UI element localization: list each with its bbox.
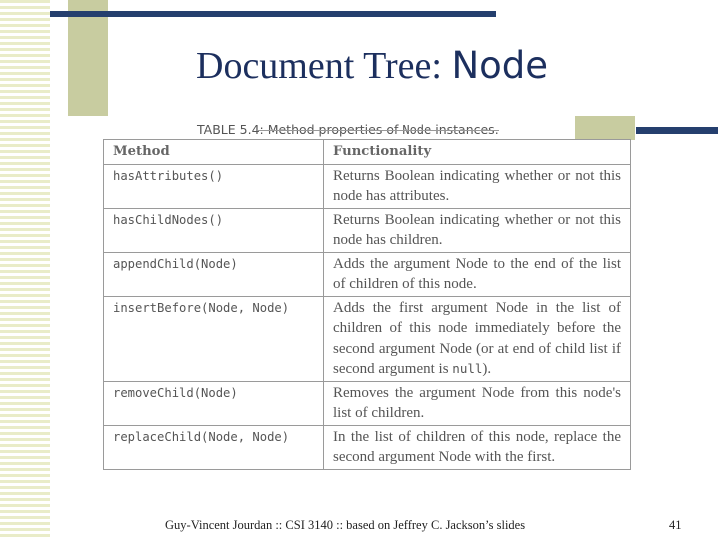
table-header-row [104, 140, 631, 165]
decorative-olive-block [68, 0, 108, 116]
methods-table [103, 139, 631, 470]
caption-strike-line [257, 130, 499, 131]
caption-number: 4 [251, 122, 260, 137]
table-row [104, 381, 631, 425]
column-header-functionality: Functionality [324, 140, 631, 165]
footer-credit: Guy-Vincent Jourdan :: CSI 3140 :: based on Jeffrey C. Jackson’s slides [165, 518, 526, 532]
table-row [104, 296, 631, 381]
method-cell: hasChildNodes() [104, 208, 324, 252]
functionality-cell: Removes the argument Node from this node's list of children. [324, 381, 631, 425]
method-cell: replaceChild(Node, Node) [104, 425, 324, 469]
functionality-code: null [452, 361, 483, 376]
functionality-cell: Returns Boolean indicating whether or not this node has attributes. [324, 164, 631, 208]
slide-title-code: Node [451, 44, 549, 87]
decorative-stripe-band [0, 0, 50, 540]
caption-text-before: : Method properties of [259, 122, 403, 137]
caption-prefix: TABLE 5. [197, 122, 252, 137]
method-cell: appendChild(Node) [104, 252, 324, 296]
table-caption [197, 122, 499, 137]
table-row [104, 164, 631, 208]
slide-title-text: Document Tree: [196, 45, 452, 87]
decorative-olive-accent [575, 116, 635, 140]
functionality-cell: In the list of children of this node, replace the second argument Node with the first. [324, 425, 631, 469]
table-row [104, 425, 631, 469]
functionality-text: Adds the first argument Node in the list of children of this node immediately before the second argument Node (or at end of child list if second argument is [333, 299, 621, 377]
decorative-navy-accent [636, 127, 718, 134]
functionality-cell: Adds the argument Node to the end of the list of children of this node. [324, 252, 631, 296]
page-number: 41 [669, 518, 682, 532]
functionality-cell: Returns Boolean indicating whether or not this node has children. [324, 208, 631, 252]
method-cell: hasAttributes() [104, 164, 324, 208]
functionality-cell [324, 296, 631, 381]
caption-text-after: instances. [431, 122, 499, 137]
functionality-text-end: ). [482, 361, 492, 377]
slide-title [196, 45, 548, 89]
method-cell: insertBefore(Node, Node) [104, 296, 324, 381]
title-rule-bar [50, 11, 496, 17]
method-cell: removeChild(Node) [104, 381, 324, 425]
column-header-method: Method [104, 140, 324, 165]
caption-code: Node [402, 123, 432, 137]
table-row [104, 208, 631, 252]
table-row [104, 252, 631, 296]
